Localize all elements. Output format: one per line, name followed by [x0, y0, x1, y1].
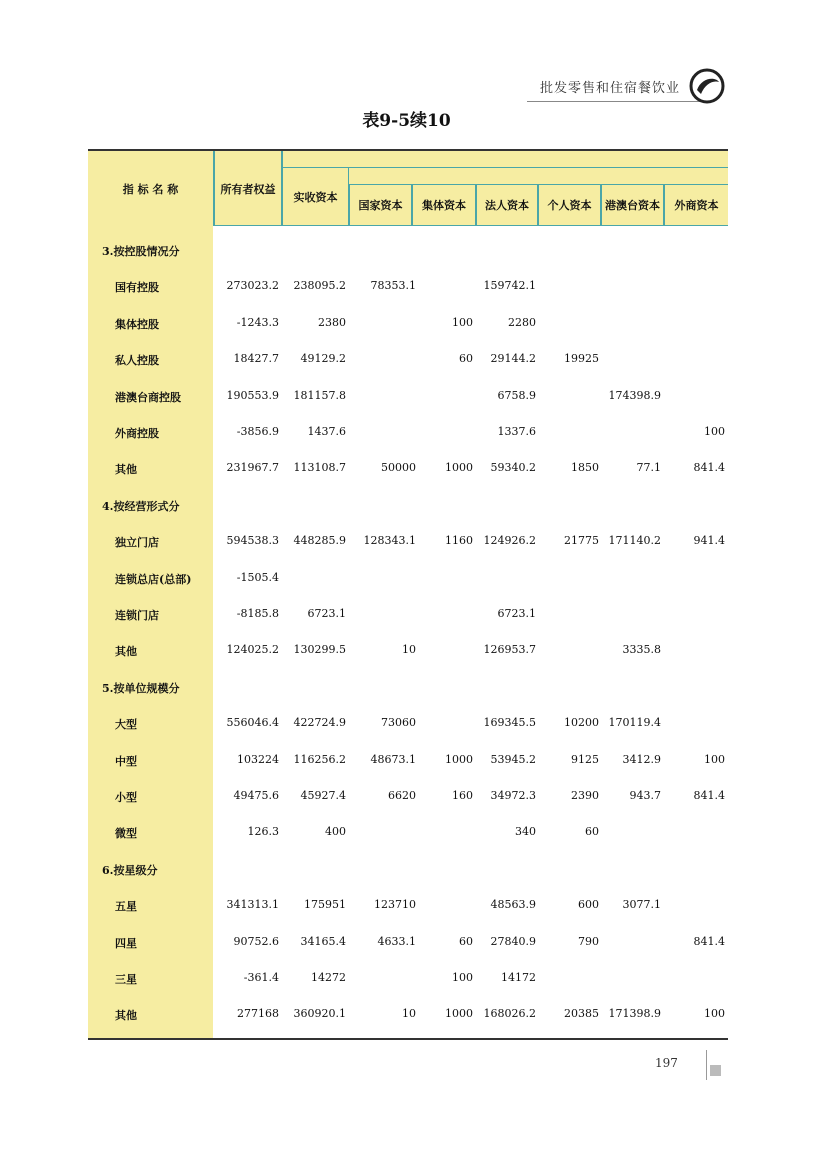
- table-cell: 103224: [237, 753, 279, 766]
- table-cell: 10200: [564, 716, 599, 729]
- table-cell: 181157.8: [293, 389, 346, 402]
- table-cell: 100: [452, 971, 473, 984]
- table-cell: 190553.9: [226, 389, 279, 402]
- table-cell: 422724.9: [293, 716, 346, 729]
- header-sub-3: 个人资本: [538, 184, 601, 226]
- header-rule: [527, 101, 713, 102]
- header-indicator: 指 标 名 称: [88, 151, 214, 226]
- table-cell: 1000: [445, 753, 473, 766]
- table-title: 表9-5续10: [362, 111, 451, 131]
- header-sub-2: 法人资本: [476, 184, 538, 226]
- table-cell: 841.4: [693, 789, 725, 802]
- row-label: 其他: [115, 1009, 137, 1022]
- row-label: 4.按经营形式分: [102, 500, 180, 513]
- table-bottom-rule: [88, 1038, 728, 1040]
- table-cell: 48563.9: [490, 898, 536, 911]
- table-cell: 400: [325, 825, 346, 838]
- table-cell: 159742.1: [483, 279, 536, 292]
- table-cell: 45927.4: [300, 789, 346, 802]
- table-cell: -3856.9: [236, 425, 279, 438]
- table-cell: 130299.5: [293, 643, 346, 656]
- table-cell: 34972.3: [490, 789, 536, 802]
- table-cell: 1000: [445, 1007, 473, 1020]
- table-cell: 48673.1: [370, 753, 416, 766]
- table-cell: 1850: [571, 461, 599, 474]
- table-cell: 160: [452, 789, 473, 802]
- table-cell: 78353.1: [370, 279, 416, 292]
- table-cell: 4633.1: [377, 935, 416, 948]
- table-cell: 171140.2: [608, 534, 661, 547]
- table-cell: 53945.2: [490, 753, 536, 766]
- row-label: 外商控股: [115, 427, 159, 440]
- table-cell: 60: [459, 352, 473, 365]
- table-cell: 14172: [501, 971, 536, 984]
- table-cell: 171398.9: [608, 1007, 661, 1020]
- table-cell: -8185.8: [236, 607, 279, 620]
- row-label: 中型: [115, 755, 137, 768]
- table-cell: 9125: [571, 753, 599, 766]
- header-top-span: [282, 151, 728, 168]
- row-label: 小型: [115, 791, 137, 804]
- table-cell: 3412.9: [622, 753, 661, 766]
- table-cell: 123710: [374, 898, 416, 911]
- table-cell: 18427.7: [233, 352, 279, 365]
- table-cell: 594538.3: [226, 534, 279, 547]
- table-cell: 21775: [564, 534, 599, 547]
- table-cell: 126.3: [247, 825, 279, 838]
- table-cell: 1437.6: [307, 425, 346, 438]
- table-cell: 10: [402, 1007, 416, 1020]
- page-number: 197: [655, 1056, 678, 1070]
- table-cell: 126953.7: [483, 643, 536, 656]
- header-sub-4: 港澳台资本: [601, 184, 664, 226]
- table-cell: 231967.7: [226, 461, 279, 474]
- table-cell: 100: [704, 1007, 725, 1020]
- table-cell: 50000: [381, 461, 416, 474]
- table-cell: -361.4: [243, 971, 279, 984]
- row-label: 其他: [115, 645, 137, 658]
- table-cell: 124926.2: [483, 534, 536, 547]
- logo-icon: [689, 68, 725, 104]
- row-label: 连锁总店(总部): [115, 573, 192, 586]
- table-cell: 59340.2: [490, 461, 536, 474]
- row-label: 四星: [115, 937, 137, 950]
- header-sub-0: 国家资本: [349, 184, 412, 226]
- table-cell: 238095.2: [293, 279, 346, 292]
- header-sub-1: 集体资本: [412, 184, 476, 226]
- row-label: 集体控股: [115, 318, 159, 331]
- table-cell: 600: [578, 898, 599, 911]
- header-sub-5: 外商资本: [664, 184, 728, 226]
- table-cell: 6620: [388, 789, 416, 802]
- table-cell: 77.1: [636, 461, 661, 474]
- table-cell: 113108.7: [293, 461, 346, 474]
- table-cell: 556046.4: [226, 716, 279, 729]
- table-cell: 341313.1: [226, 898, 279, 911]
- table-cell: 20385: [564, 1007, 599, 1020]
- table-cell: 90752.6: [233, 935, 279, 948]
- table-cell: 273023.2: [226, 279, 279, 292]
- row-label: 国有控股: [115, 281, 159, 294]
- table-cell: 169345.5: [483, 716, 536, 729]
- table-cell: 124025.2: [226, 643, 279, 656]
- row-label: 五星: [115, 900, 137, 913]
- table-cell: 1160: [445, 534, 473, 547]
- table-cell: 174398.9: [608, 389, 661, 402]
- table-cell: 2380: [318, 316, 346, 329]
- row-label: 5.按单位规模分: [102, 682, 180, 695]
- table-cell: 27840.9: [490, 935, 536, 948]
- table-cell: 100: [704, 425, 725, 438]
- table-cell: 19925: [564, 352, 599, 365]
- table-cell: 1337.6: [497, 425, 536, 438]
- header-paid-in: 实收资本: [282, 167, 349, 226]
- row-label: 连锁门店: [115, 609, 159, 622]
- row-label: 6.按星级分: [102, 864, 158, 877]
- table-cell: 14272: [311, 971, 346, 984]
- header-text: 批发零售和住宿餐饮业: [540, 81, 681, 96]
- table-cell: 943.7: [629, 789, 661, 802]
- table-cell: 10: [402, 643, 416, 656]
- table-cell: 128343.1: [363, 534, 416, 547]
- table-cell: 6723.1: [307, 607, 346, 620]
- table-cell: 60: [585, 825, 599, 838]
- table-cell: 448285.9: [293, 534, 346, 547]
- table-cell: 6723.1: [497, 607, 536, 620]
- table-cell: 29144.2: [490, 352, 536, 365]
- row-label: 大型: [115, 718, 137, 731]
- table-cell: 841.4: [693, 461, 725, 474]
- table-cell: 73060: [381, 716, 416, 729]
- table-cell: 360920.1: [293, 1007, 346, 1020]
- table-cell: 49475.6: [233, 789, 279, 802]
- table-cell: 3077.1: [622, 898, 661, 911]
- table-cell: 2280: [508, 316, 536, 329]
- table-cell: 790: [578, 935, 599, 948]
- header-owners-equity: 所有者权益: [214, 151, 282, 226]
- row-label: 私人控股: [115, 354, 159, 367]
- table-cell: 175951: [304, 898, 346, 911]
- page-number-rule: [706, 1050, 707, 1080]
- table-cell: 1000: [445, 461, 473, 474]
- table-cell: -1505.4: [236, 571, 279, 584]
- table-cell: -1243.3: [236, 316, 279, 329]
- table-cell: 60: [459, 935, 473, 948]
- row-label: 独立门店: [115, 536, 159, 549]
- table-cell: 3335.8: [622, 643, 661, 656]
- table-cell: 116256.2: [293, 753, 346, 766]
- table-cell: 100: [704, 753, 725, 766]
- page-number-box: [710, 1065, 721, 1076]
- table-cell: 6758.9: [497, 389, 536, 402]
- table-cell: 100: [452, 316, 473, 329]
- row-label: 三星: [115, 973, 137, 986]
- row-label: 其他: [115, 463, 137, 476]
- table-cell: 941.4: [693, 534, 725, 547]
- table-cell: 34165.4: [300, 935, 346, 948]
- table-cell: 170119.4: [608, 716, 661, 729]
- table-cell: 49129.2: [300, 352, 346, 365]
- row-label: 3.按控股情况分: [102, 245, 180, 258]
- table-cell: 340: [515, 825, 536, 838]
- table-cell: 168026.2: [483, 1007, 536, 1020]
- table-cell: 841.4: [693, 935, 725, 948]
- row-label: 微型: [115, 827, 137, 840]
- row-label: 港澳台商控股: [115, 391, 181, 404]
- table-cell: 277168: [237, 1007, 279, 1020]
- table-cell: 2390: [571, 789, 599, 802]
